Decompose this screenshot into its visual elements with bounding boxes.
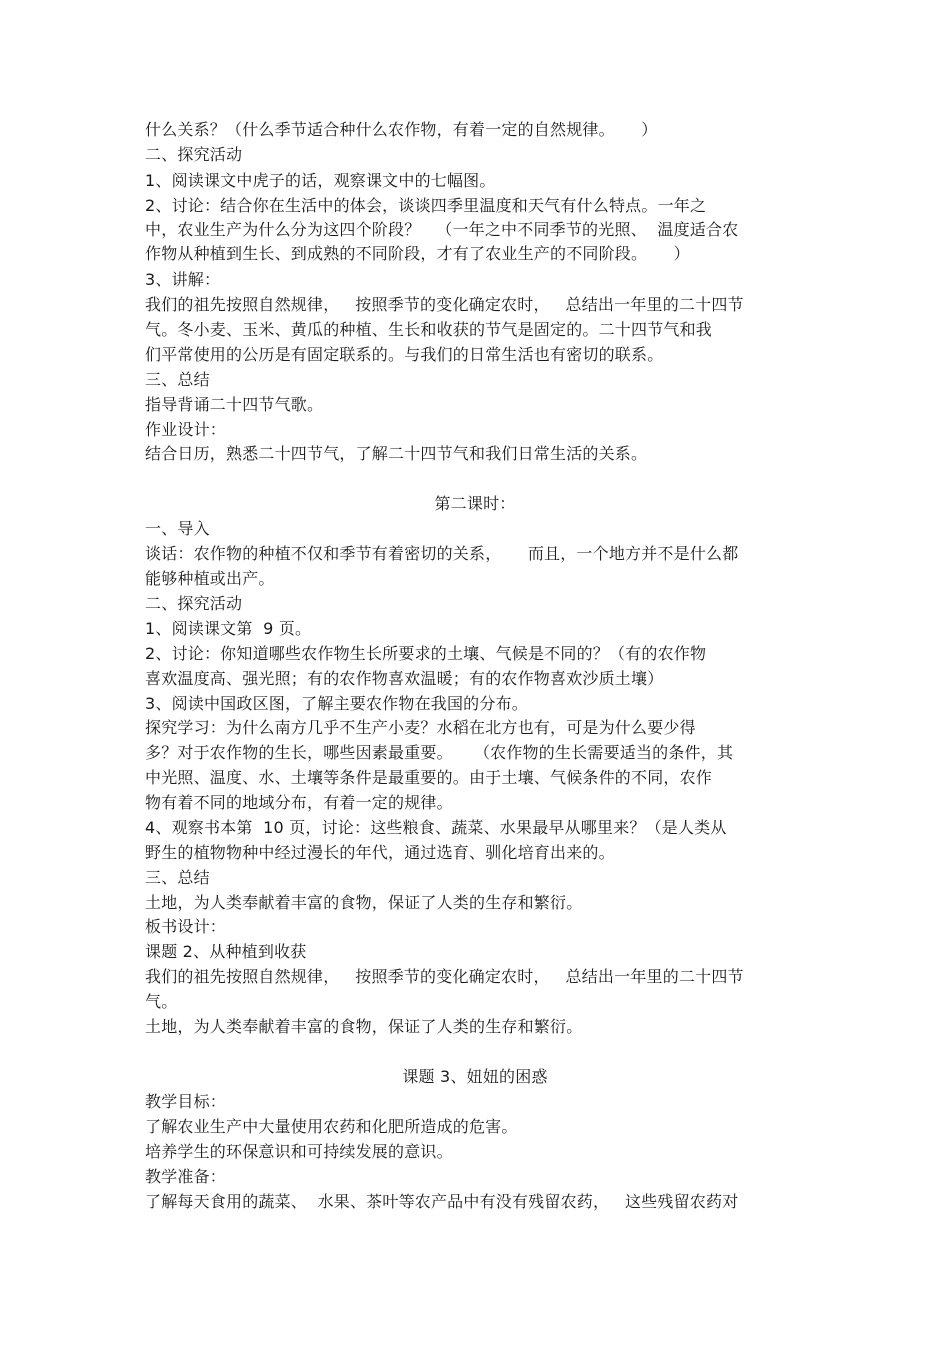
text-line: 什么关系？（什么季节适合种什么农作物，有着一定的自然规律。 ） [145,120,658,139]
text-line: 3、阅读中国政区图，了解主要农作物在我国的分布。 [145,694,528,713]
section-heading: 二、探究活动 [145,594,243,613]
text-line: 能够种植或出产。 [145,569,275,588]
text-line: 1、阅读课文中虎子的话，观察课文中的七幅图。 [145,171,496,190]
lesson-title: 课题 3、妞妞的困惑 [402,1067,548,1086]
text-line: 物有着不同的地域分布，有着一定的规律。 [145,793,453,812]
text-line: 4、观察书本第 10 页，讨论：这些粮食、蔬菜、水果最早从哪里来？（是人类从 [145,818,727,837]
text-line: 作物从种植到生长、到成熟的不同阶段，才有了农业生产的不同阶段。 ） [145,244,690,263]
section-heading: 三、总结 [145,370,210,389]
text-line: 作业设计： [145,420,227,439]
text-line: 野生的植物物种中经过漫长的年代，通过选育、驯化培育出来的。 [145,843,615,862]
text-line: 了解每天食用的蔬菜、 水果、茶叶等农产品中有没有残留农药， 这些残留农药对 [145,1192,739,1211]
text-line: 培养学生的环保意识和可持续发展的意识。 [145,1142,453,1161]
section-heading: 一、导入 [145,519,210,538]
text-line: 土地，为人类奉献着丰富的食物，保证了人类的生存和繁衍。 [145,893,583,912]
text-line: 探究学习：为什么南方几乎不生产小麦？水稻在北方也有，可是为什么要少得 [145,718,696,737]
section-heading: 教学准备： [145,1167,227,1186]
text-line: 们平常使用的公历是有固定联系的。与我们的日常生活也有密切的联系。 [145,345,664,364]
text-line: 谈话：农作物的种植不仅和季节有着密切的关系， 而且，一个地方并不是什么都 [145,544,739,563]
text-line: 了解农业生产中大量使用农药和化肥所造成的危害。 [145,1117,518,1136]
text-line: 中，农业生产为什么分为这四个阶段？ （一年之中不同季节的光照、 温度适合农 [145,220,739,239]
text-line: 2、讨论：你知道哪些农作物生长所要求的土壤、气候是不同的？（有的农作物 [145,644,707,663]
text-line: 我们的祖先按照自然规律， 按照季节的变化确定农时， 总结出一年里的二十四节 [145,967,744,986]
lesson-title: 第二课时： [434,494,516,513]
text-line: 气。冬小麦、玉米、黄瓜的种植、生长和收获的节气是固定的。二十四节气和我 [145,320,713,339]
text-line: 喜欢温度高、强光照；有的农作物喜欢温暖；有的农作物喜欢沙质土壤） [145,669,664,688]
text-line: 结合日历，熟悉二十四节气，了解二十四节气和我们日常生活的关系。 [145,444,648,463]
section-heading: 三、总结 [145,868,210,887]
text-line: 指导背诵二十四节气歌。 [145,395,324,414]
text-line: 土地，为人类奉献着丰富的食物，保证了人类的生存和繁衍。 [145,1017,583,1036]
text-line: 课题 2、从种植到收获 [145,942,307,961]
section-heading: 教学目标： [145,1092,227,1111]
text-line: 1、阅读课文第 9 页。 [145,619,312,638]
section-heading: 二、探究活动 [145,145,243,164]
text-line: 板书设计： [145,917,227,936]
text-line: 中光照、温度、水、土壤等条件是最重要的。由于土壤、气候条件的不同，农作 [145,768,713,787]
text-line: 我们的祖先按照自然规律， 按照季节的变化确定农时， 总结出一年里的二十四节 [145,295,744,314]
text-line: 2、讨论：结合你在生活中的体会，谈谈四季里温度和天气有什么特点。一年之 [145,196,707,215]
text-line: 气。 [145,992,178,1011]
text-line: 3、讲解： [145,270,221,289]
text-line: 多？对于农作物的生长，哪些因素最重要。 （农作物的生长需要适当的条件，其 [145,743,734,762]
